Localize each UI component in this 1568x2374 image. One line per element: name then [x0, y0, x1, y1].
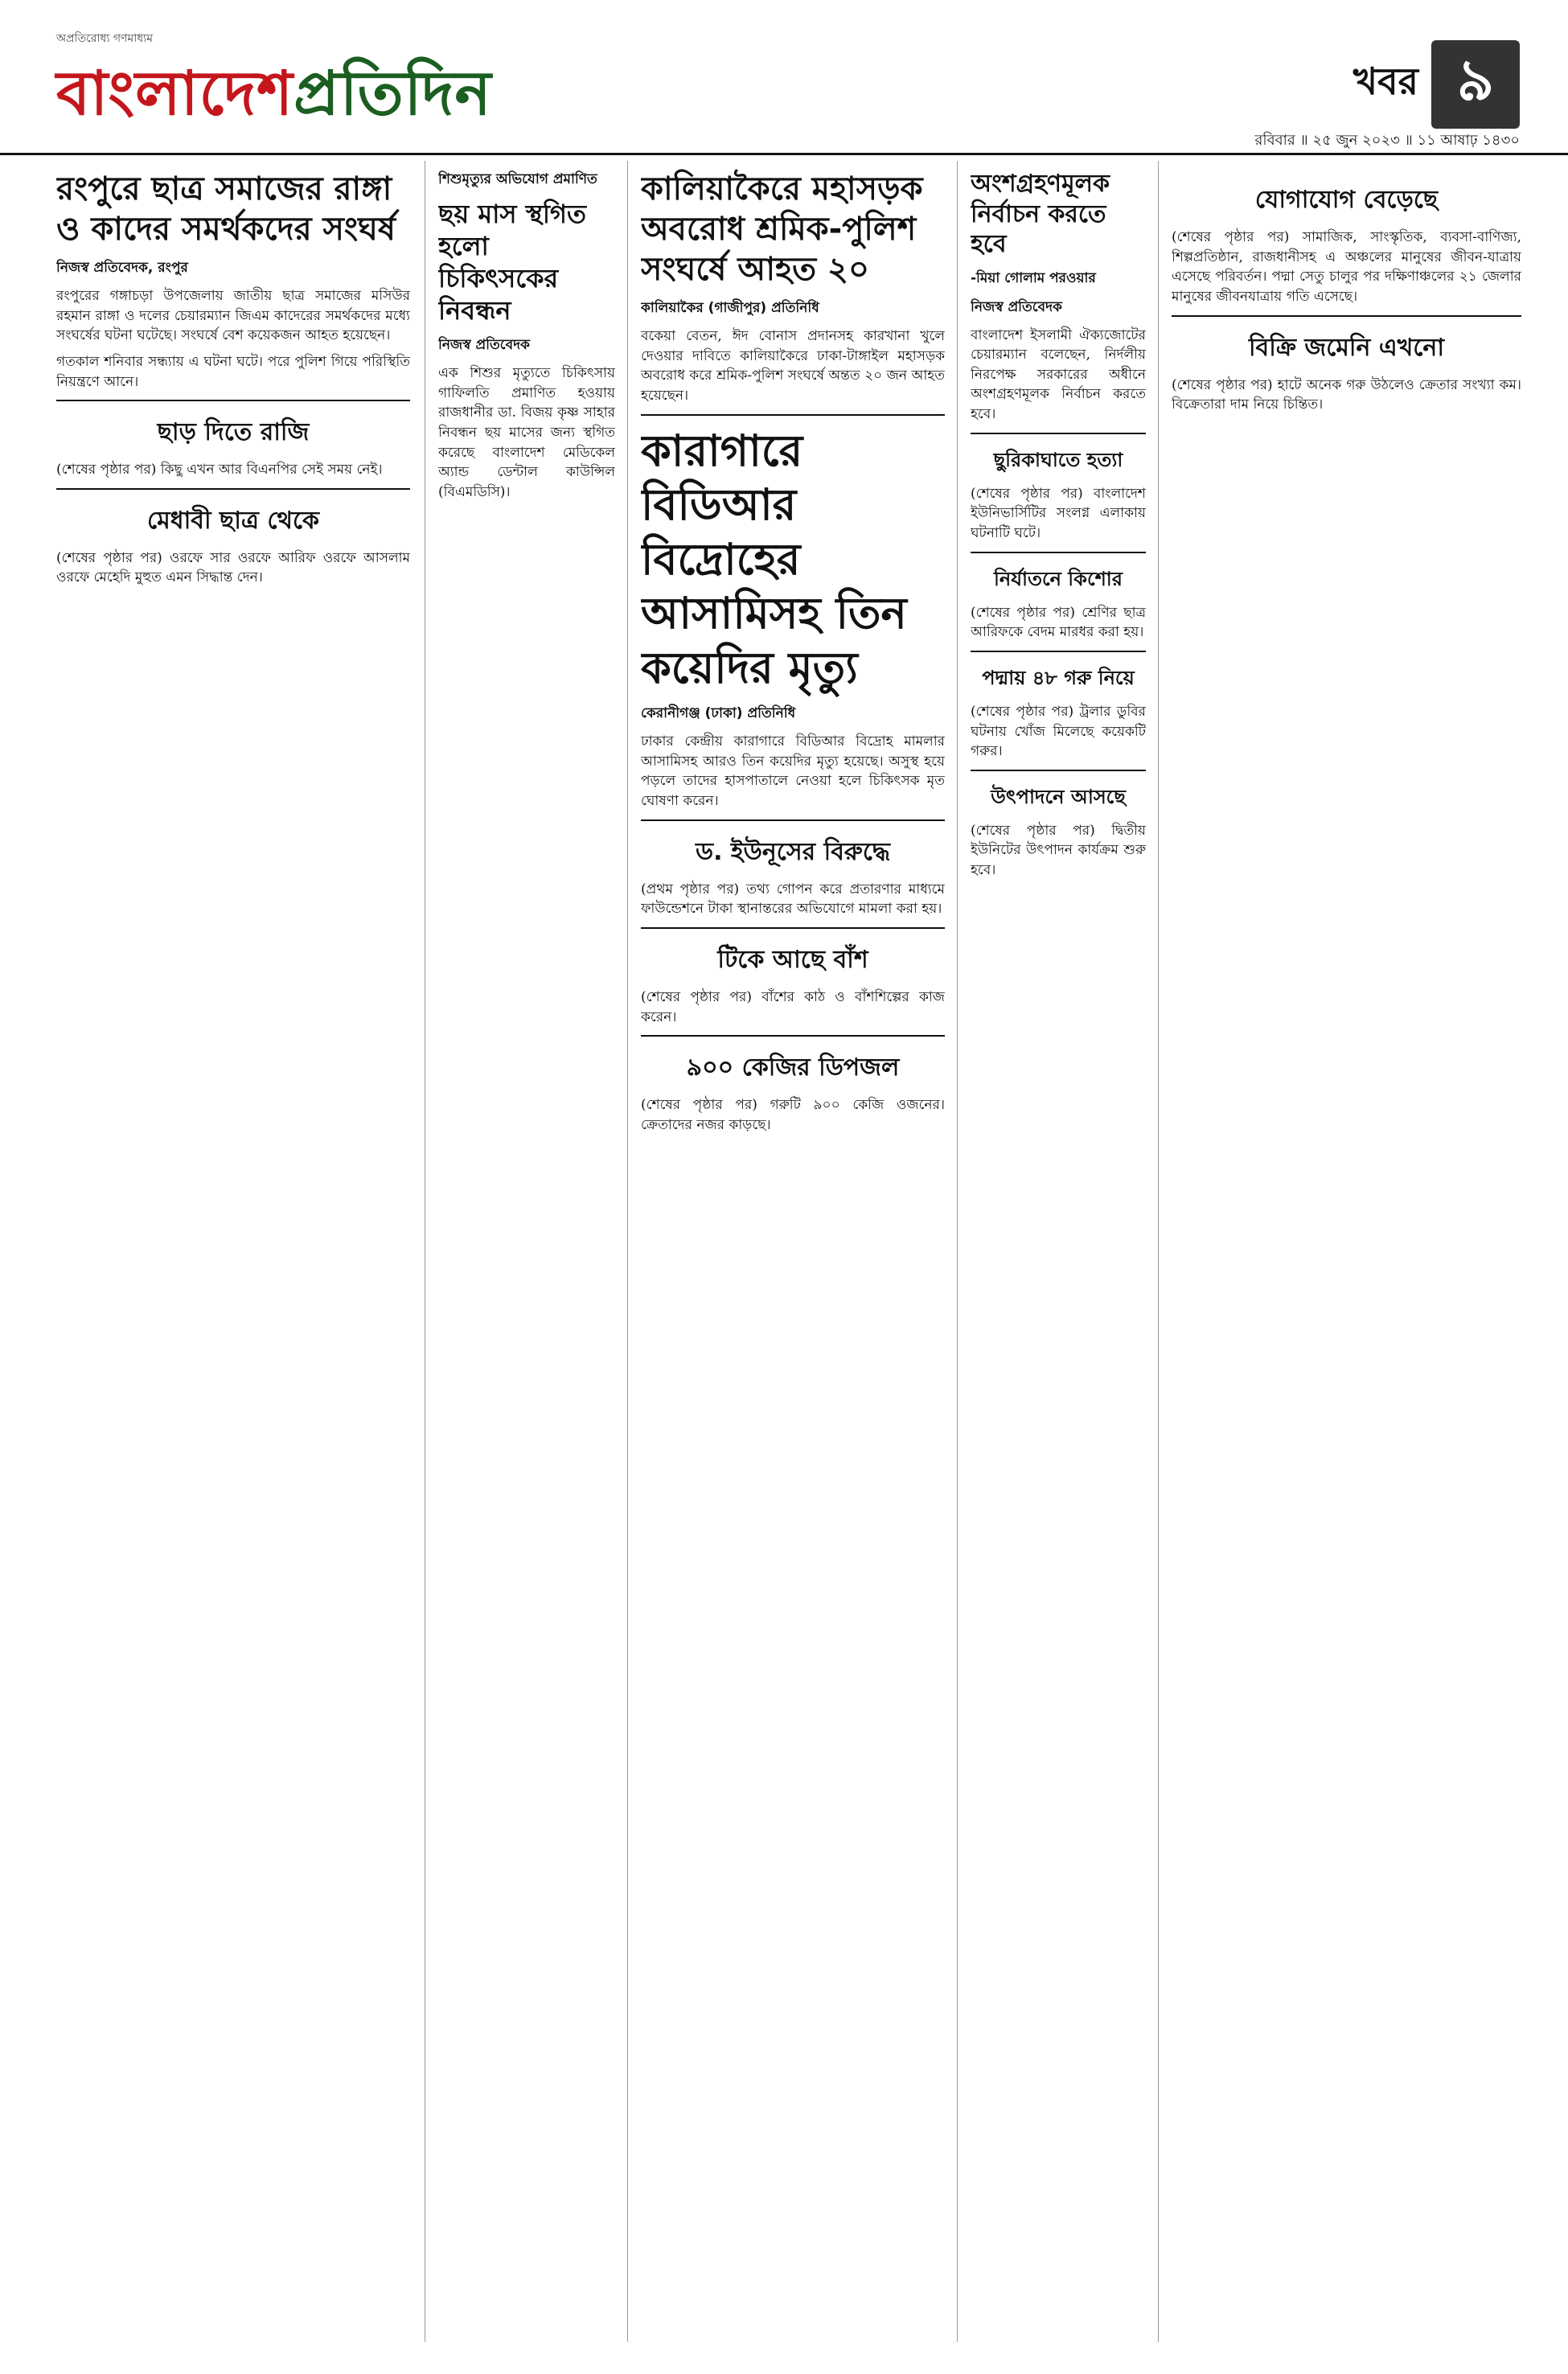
attribution: -মিয়া গোলাম পরওয়ার — [971, 269, 1096, 286]
paragraph: (শেষের পৃষ্ঠার পর) ট্রলার ডুবির ঘটনায় খোঁজ মিলেছে কয়েকটি গরুর। — [971, 703, 1146, 760]
logo-part-2: প্রতিদিন — [293, 57, 492, 129]
logo-part-1: বাংলাদেশ — [56, 57, 294, 129]
headline: ৯০০ কেজির ডিপজল — [686, 1054, 900, 1082]
headline: যোগাযোগ বেড়েছে — [1254, 186, 1439, 214]
headline: মেধাবী ছাত্র থেকে — [146, 506, 320, 535]
headline: বিক্রি জমেনি এখনো — [1248, 333, 1445, 362]
paragraph: (শেষের পৃষ্ঠার পর) বাংলাদেশ ইউনিভার্সিটির সংলগ্ন এলাকায় ঘটনাটি ঘটে। — [971, 485, 1146, 541]
divider — [56, 488, 410, 490]
headline: ছয় মাস স্থগিত হলো চিকিৎসকের নিবন্ধন — [438, 199, 587, 326]
divider — [56, 400, 410, 401]
paragraph: (শেষের পৃষ্ঠার পর) দ্বিতীয় ইউনিটের উৎপাদন কার্যক্রম শুরু হবে। — [971, 822, 1146, 879]
article-chhar — [56, 413, 410, 480]
divider — [971, 433, 1146, 434]
article-medhabi — [56, 501, 410, 588]
tagline: অপ্রতিরোধ্য গণমাধ্যম — [56, 32, 153, 45]
paragraph: (শেষের পৃষ্ঠার পর) গরুটি ৯০০ কেজি ওজনের। ক্রেতাদের নজর কাড়ছে। — [641, 1097, 945, 1133]
column-1 — [56, 169, 410, 2340]
headline: অংশগ্রহণমূলক নির্বাচন করতে হবে — [971, 170, 1110, 258]
paragraph: (শেষের পৃষ্ঠার পর) বাঁশের কাঠ ও বাঁশশিল্পের কাজ করেন। — [641, 988, 945, 1025]
column-4 — [971, 169, 1146, 2340]
dateline: রবিবার ॥ ২৫ জুন ২০২৩ ॥ ১১ আষাঢ় ১৪৩০ — [1254, 132, 1520, 149]
divider — [641, 414, 945, 416]
newspaper-logo — [56, 47, 492, 149]
paragraph: বকেয়া বেতন, ঈদ বোনাস প্রদানসহ কারখানা খুলে দেওয়ার দাবিতে কালিয়াকৈরে ঢাকা-টাঙ্গাইল মহাসড়ক অবরোধ করে শ্রমিক-পুলিশ সংঘর্ষে অন্তত ২০ জন আহত হয়েছেন। — [641, 328, 945, 404]
headline: রংপুরে ছাত্র সমাজের রাঙ্গা ও কাদের সমর্থকদের সংঘর্ষ — [56, 170, 396, 248]
headline: ড. ইউনূসের বিরুদ্ধে — [696, 837, 890, 866]
byline: নিজস্ব প্রতিবেদক — [971, 298, 1062, 315]
article-jogajog — [1172, 180, 1521, 307]
divider — [641, 1035, 945, 1037]
headline: ছুরিকাঘাতে হত্যা — [993, 448, 1123, 471]
section-header — [1353, 40, 1520, 129]
divider — [1172, 315, 1521, 317]
article-yunus — [641, 832, 945, 919]
headline: নির্যাতনে কিশোর — [994, 567, 1123, 590]
article-padma48 — [971, 663, 1146, 762]
page-number: ৯ — [1431, 40, 1520, 129]
paragraph: (প্রথম পৃষ্ঠার পর) তথ্য গোপন করে প্রতারণার মাধ্যমে ফাউন্ডেশনে টাকা স্থানান্তরের অভিযোগে মামলা করা হয়। — [641, 881, 945, 918]
column-5 — [1172, 169, 1521, 2340]
headline: কারাগারে বিডিআর বিদ্রোহের আসামিসহ তিন কয়েদির মৃত্যু — [641, 425, 907, 693]
headline: ছাড় দিতে রাজি — [157, 418, 310, 447]
article-nirjaton — [971, 565, 1146, 643]
divider — [641, 819, 945, 821]
article-karagar — [641, 424, 945, 811]
column-3 — [641, 169, 945, 2340]
paragraph: (শেষের পৃষ্ঠার পর) হাটে অনেক গরু উঠলেও ক্রেতার সংখ্যা কম। বিক্রেতারা দাম নিয়ে চিন্তিত। — [1172, 376, 1521, 413]
paragraph: রংপুরের গঙ্গাচড়া উপজেলায় জাতীয় ছাত্র সমাজের মসিউর রহমান রাঙ্গা ও দলের চেয়ারম্যান জিএম কাদেরের সমর্থকদের মধ্যে সংঘর্ষের ঘটনা ঘটেছে। সংঘর্ষে বেশ কয়েকজন আহত হয়েছেন। — [56, 288, 410, 344]
column-2 — [438, 169, 615, 2340]
divider — [641, 927, 945, 929]
paragraph: গতকাল শনিবার সন্ধ্যায় এ ঘটনা ঘটে। পরে পুলিশ গিয়ে পরিস্থিতি নিয়ন্ত্রণে আনে। — [56, 353, 410, 390]
column-divider — [1158, 161, 1159, 2342]
byline: নিজস্ব প্রতিবেদক — [438, 337, 530, 353]
divider — [971, 770, 1146, 771]
headline: পদ্মায় ৪৮ গরু নিয়ে — [982, 666, 1135, 689]
divider — [971, 552, 1146, 553]
article-tike — [641, 940, 945, 1027]
paragraph: বাংলাদেশ ইসলামী ঐক্যজোটের চেয়ারম্যান বলেছেন, নির্দলীয় নিরপেক্ষ সরকারের অধীনে অংশগ্রহণমূলক নির্বাচন করতে হবে। — [971, 327, 1146, 423]
article-rangpur — [56, 169, 410, 392]
paragraph: (শেষের পৃষ্ঠার পর) কিছু এখন আর বিএনপির সেই সময় নেই। — [56, 462, 383, 478]
byline: কেরানীগঞ্জ (ঢাকা) প্রতিনিধি — [641, 705, 796, 722]
article-angshagrahan — [971, 169, 1146, 425]
article-kaliakoir — [641, 169, 945, 406]
article-dipjol — [641, 1048, 945, 1135]
byline: নিজস্ব প্রতিবেদক, রংপুর — [56, 260, 188, 276]
byline: কালিয়াকৈর (গাজীপুর) প্রতিনিধি — [641, 300, 819, 316]
section-name: খবর — [1353, 60, 1418, 103]
article-shishu — [438, 169, 615, 502]
masthead — [0, 0, 1568, 155]
headline: কালিয়াকৈরে মহাসড়ক অবরোধ শ্রমিক-পুলিশ সংঘর্ষে আহত ২০ — [641, 170, 923, 288]
article-chhurikaghat — [971, 446, 1146, 544]
paragraph: (শেষের পৃষ্ঠার পর) শ্রেণির ছাত্র আরিফকে বেদম মারধর করা হয়। — [971, 604, 1146, 641]
kicker: শিশুমৃত্যুর অভিযোগ প্রমাণিত — [438, 171, 597, 187]
paragraph: এক শিশুর মৃত্যুতে চিকিৎসায় গাফিলতি প্রমাণিত হওয়ায় রাজধানীর ডা. বিজয় কৃষ্ণ সাহার নিবন্ধন ছয় মাসের জন্য স্থগিত করেছে বাংলাদেশ মেডিকেল অ্যান্ড ডেন্টাল কাউন্সিল (বিএমডিসি)। — [438, 365, 615, 500]
paragraph: (শেষের পৃষ্ঠার পর) সামাজিক, সাংস্কৃতিক, ব্যবসা-বাণিজ্য, শিল্পপ্রতিষ্ঠান, রাজধানীসহ এ অঞ্চলের মানুষের জীবন-যাত্রায় এসেছে পরিবর্তন। পদ্মা সেতু চালুর পর দক্ষিণাঞ্চলের ২১ জেলার মানুষের জীবনযাত্রায় গতি এসেছে। — [1172, 229, 1521, 305]
article-bikri — [1172, 328, 1521, 415]
paragraph: (শেষের পৃষ্ঠার পর) ওরফে সার ওরফে আরিফ ওরফে আসলাম ওরফে মেহেদি মুহুত এমন সিদ্ধান্ত দেন। — [56, 549, 410, 586]
headline: উৎপাদনে আসছে — [991, 785, 1126, 808]
divider — [971, 651, 1146, 652]
headline: টিকে আছে বাঁশ — [717, 945, 868, 974]
article-utpadan — [971, 782, 1146, 881]
column-divider — [627, 161, 628, 2342]
paragraph: ঢাকার কেন্দ্রীয় কারাগারে বিডিআর বিদ্রোহ মামলার আসামিসহ আরও তিন কয়েদির মৃত্যু হয়েছে। অসুস্থ হয়ে পড়লে তাদের হাসপাতালে নেওয়া হলে চিকিৎসক মৃত ঘোষণা করেন। — [641, 733, 945, 809]
column-divider — [957, 161, 958, 2342]
